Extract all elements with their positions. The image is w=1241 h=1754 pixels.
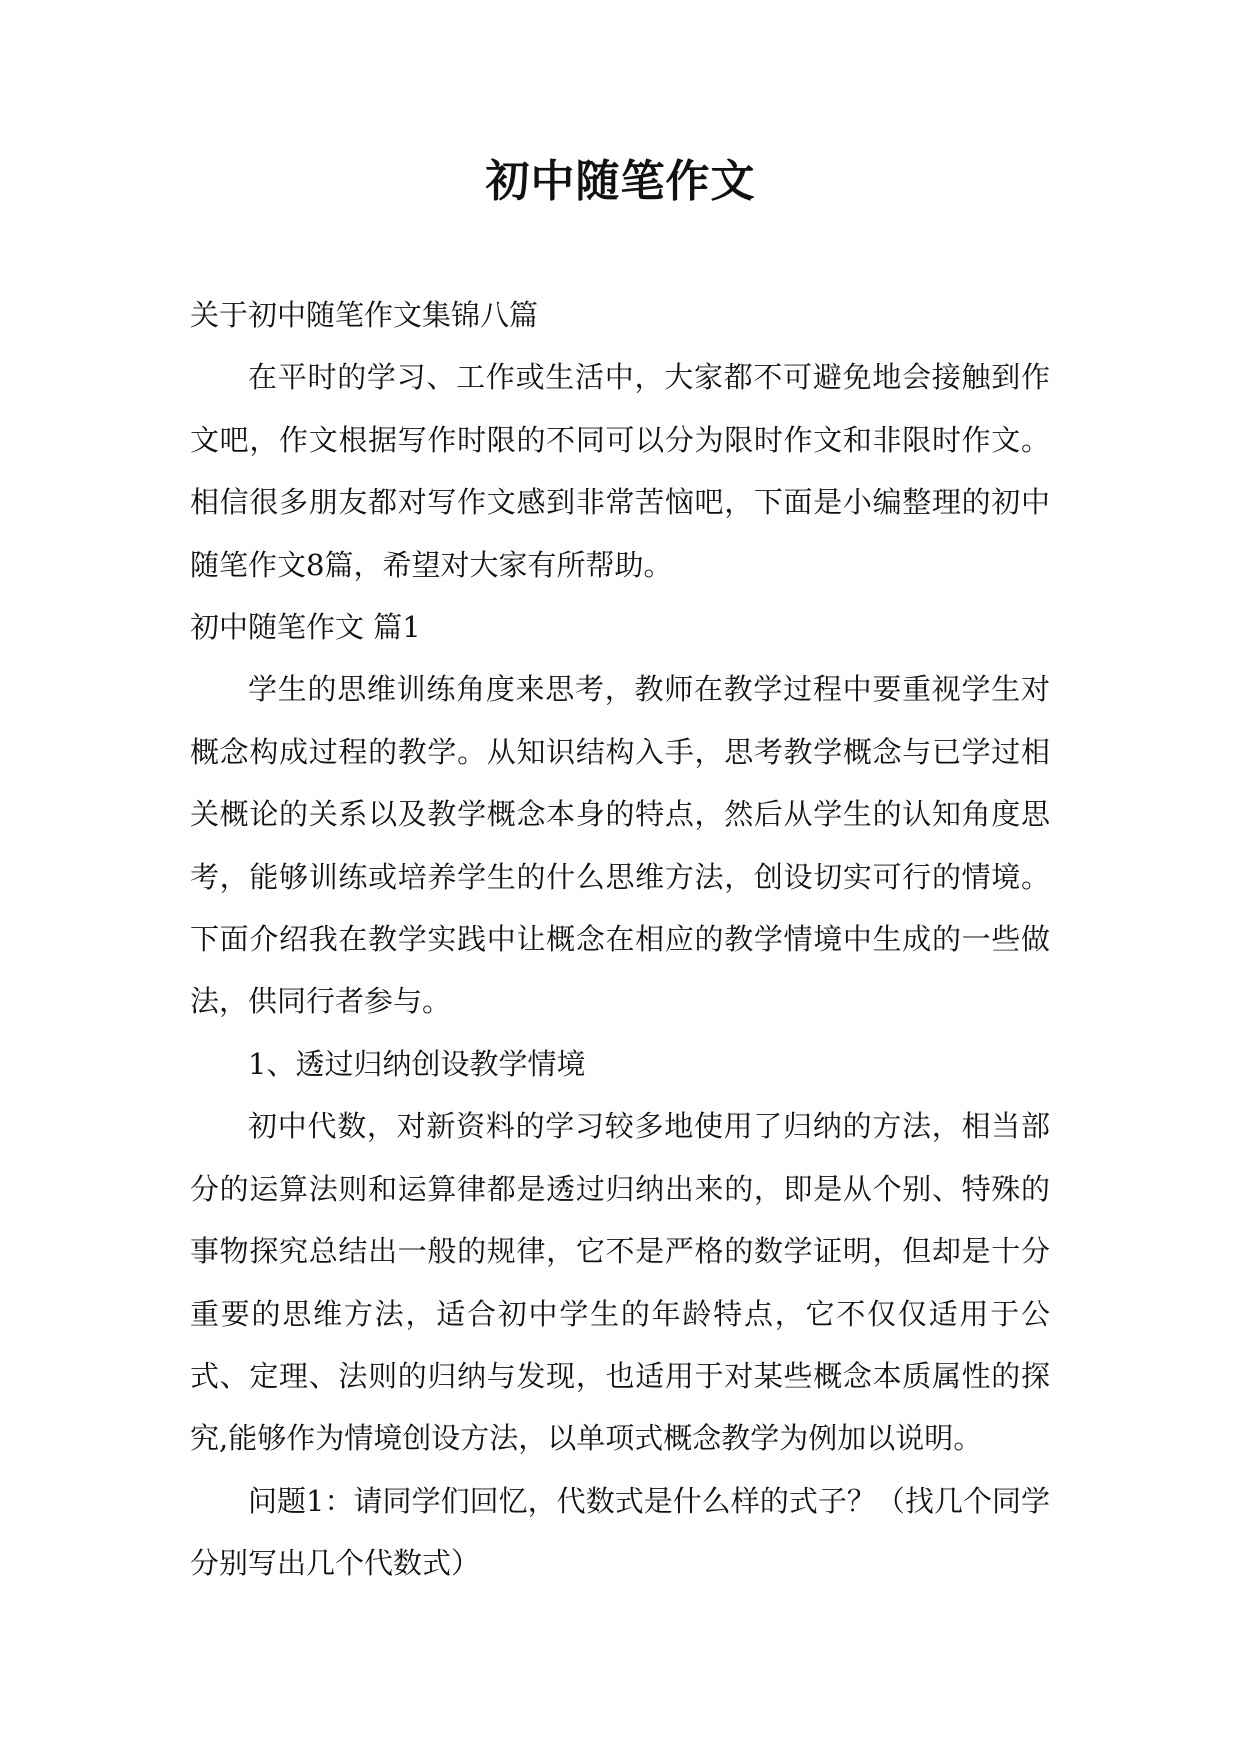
subtitle-paragraph: 关于初中随笔作文集锦八篇	[190, 298, 539, 332]
question-paragraph: 问题1：请同学们回忆，代数式是什么样的式子？（找几个同学分别写出几个代数式）	[190, 1483, 1050, 1581]
intro-paragraph: 在平时的学习、工作或生活中，大家都不可避免地会接触到作文吧，作文根据写作时限的不同可以分为限时作文和非限时作文。相信很多朋友都对写作文感到非常苦恼吧，下面是小编整理的初中随笔作文8篇，希望对大家有所帮助。	[190, 360, 1050, 582]
body-paragraph: 初中代数，对新资料的学习较多地使用了归纳的方法，相当部分的运算法则和运算律都是透过归纳出来的，即是从个别、特殊的事物探究总结出一般的规律，它不是严格的数学证明，但却是十分重要的思维方法，适合初中学生的年龄特点，它不仅仅适用于公式、定理、法则的归纳与发现，也适用于对某些概念本质属性的探究,能够作为情境创设方法，以单项式概念教学为例加以说明。	[190, 1109, 1050, 1456]
document-title: 初中随笔作文	[485, 156, 756, 207]
subsection-heading: 1、透过归纳创设教学情境	[248, 1046, 586, 1081]
document-body	[190, 284, 1050, 1595]
body-paragraph: 学生的思维训练角度来思考，教师在教学过程中要重视学生对概念构成过程的教学。从知识结构入手，思考教学概念与已学过相关概论的关系以及教学概念本身的特点，然后从学生的认知角度思考，能够训练或培养学生的什么思维方法，创设切实可行的情境。下面介绍我在教学实践中让概念在相应的教学情境中生成的一些做法，供同行者参与。	[190, 672, 1050, 1019]
section-heading: 初中随笔作文 篇1	[190, 610, 421, 645]
